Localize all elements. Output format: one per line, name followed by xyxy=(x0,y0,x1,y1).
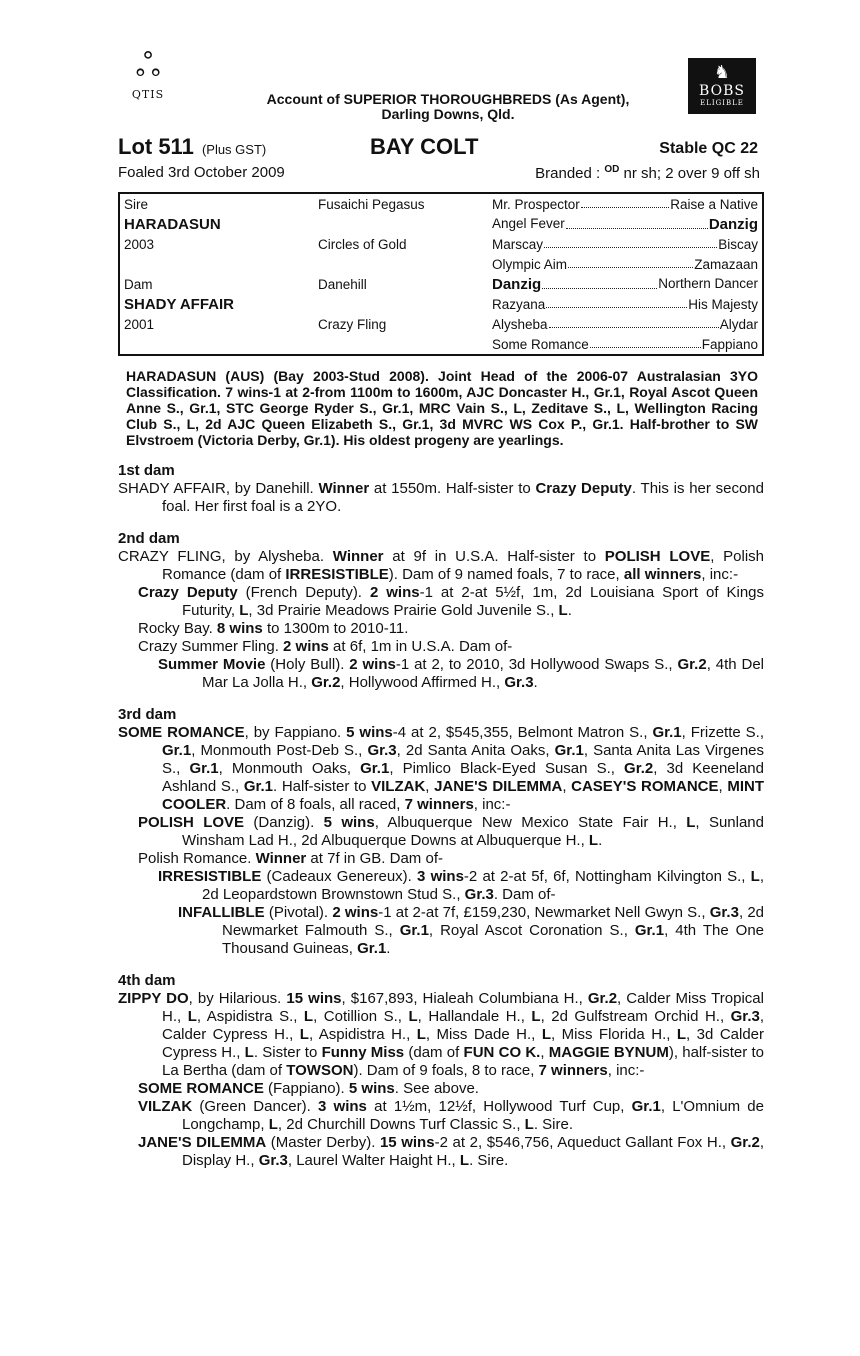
text: , xyxy=(718,778,728,795)
bold-text: L xyxy=(239,602,249,619)
text: , Calder Cypress H., xyxy=(162,1008,764,1043)
text: , Laurel Walter Haight H., xyxy=(287,1152,460,1169)
dam-sections xyxy=(118,462,764,1170)
text: at 7f in GB. Dam of- xyxy=(306,850,443,867)
text: , Aspidistra S., xyxy=(196,1008,304,1025)
qtis-logo xyxy=(124,48,172,101)
text: . Sire. xyxy=(533,1116,574,1133)
ancestor-left: Marscay xyxy=(492,236,544,252)
bold-text: VILZAK xyxy=(138,1098,193,1115)
pedigree-paragraph xyxy=(118,548,764,584)
pedigree-row xyxy=(119,214,763,234)
text: (dam of xyxy=(404,1044,464,1061)
text: , inc:- xyxy=(701,566,739,583)
text: (Green Dancer). xyxy=(192,1098,318,1115)
qtis-label: QTIS xyxy=(131,88,165,101)
pedigree-row xyxy=(119,294,763,314)
bold-text: L xyxy=(408,1008,418,1025)
pedigree-paragraph xyxy=(118,990,764,1080)
text: , 3d Prairie Meadows Prairie Gold Juvenile S., xyxy=(248,602,559,619)
text: -2 at 2-at 5f, 6f, Nottingham Kilvington S., xyxy=(463,868,751,885)
text: , Royal Ascot Coronation S., xyxy=(428,922,635,939)
pedigree-cell-2: Danehill xyxy=(318,276,367,292)
text: , 3d Calder Cypress H., xyxy=(162,1026,765,1061)
pedigree-cell-2 xyxy=(314,214,488,234)
ancestor-left: Alysheba xyxy=(492,316,548,332)
bold-text: L xyxy=(187,1008,197,1025)
pedigree-row xyxy=(119,193,763,214)
text: to 1300m to 2010-11. xyxy=(262,620,409,637)
bold-text: L xyxy=(558,602,568,619)
dot-leader xyxy=(566,216,708,229)
brand-mark-icon: OD xyxy=(604,164,620,175)
dam-section xyxy=(118,972,764,1170)
qtis-mark-icon: ஃ xyxy=(135,46,161,84)
dam-section xyxy=(118,530,764,692)
dam-section xyxy=(118,462,764,516)
text: , Aspidistra H., xyxy=(308,1026,417,1043)
branded-suffix: nr sh; 2 over 9 off sh xyxy=(623,165,760,182)
text: , 2d Santa Anita Oaks, xyxy=(396,742,555,759)
bold-text: Gr.1 xyxy=(399,922,429,939)
bold-text: SOME ROMANCE xyxy=(118,724,245,741)
vendor-line-1: Account of SUPERIOR THOROUGHBREDS (As Agent), xyxy=(266,91,630,107)
text: , Albuquerque New Mexico State Fair H., xyxy=(374,814,687,831)
dot-leader xyxy=(590,337,701,348)
bold-text: Gr.3 xyxy=(709,904,739,921)
text: . xyxy=(567,602,572,619)
text: , 2d Churchill Downs Turf Classic S., xyxy=(277,1116,525,1133)
section-title: 3rd dam xyxy=(118,706,177,723)
ancestor-left: Razyana xyxy=(492,296,546,312)
pedigree-cell-2: Circles of Gold xyxy=(318,236,407,252)
pedigree-cell-3 xyxy=(488,334,763,355)
bold-text: L xyxy=(588,832,599,849)
bold-text: Funny Miss xyxy=(321,1044,405,1061)
text: , Santa Anita Las Virgenes S., xyxy=(162,742,765,777)
bold-text: L xyxy=(750,868,760,885)
bold-text: L xyxy=(299,1026,309,1043)
bold-text: Gr.3 xyxy=(464,886,494,903)
pedigree-cell-3 xyxy=(488,294,763,314)
text: . See above. xyxy=(394,1080,479,1097)
pedigree-cell-2: Fusaichi Pegasus xyxy=(318,196,425,212)
bold-text: 15 wins xyxy=(379,1134,435,1151)
pedigree-paragraph xyxy=(118,584,764,620)
pedigree-cell-1: Sire xyxy=(124,196,149,212)
foaled-date: Foaled 3rd October 2009 xyxy=(118,164,285,181)
bold-text: 5 wins xyxy=(348,1080,395,1097)
text: , 3d Keeneland Ashland S., xyxy=(162,760,764,795)
bold-text: Gr.2 xyxy=(311,674,341,691)
bold-text: CASEY'S ROMANCE xyxy=(571,778,719,795)
pedigree-paragraph xyxy=(118,1134,764,1170)
pedigree-paragraph xyxy=(118,656,764,692)
pedigree-cell-3 xyxy=(488,214,763,234)
pedigree-paragraph xyxy=(118,814,764,850)
pedigree-cell-2 xyxy=(314,254,488,274)
text: , xyxy=(562,778,572,795)
bold-text: Winner xyxy=(318,480,370,497)
bold-text: L xyxy=(459,1152,470,1169)
pedigree-cell-1: 2003 xyxy=(124,236,155,252)
text: , Miss Florida H., xyxy=(550,1026,677,1043)
bold-text: Gr.1 xyxy=(631,1098,661,1115)
text: . Dam of 8 foals, all raced, xyxy=(226,796,405,813)
pedigree-cell-1: SHADY AFFAIR xyxy=(124,295,235,313)
pedigree-cell-2: Crazy Fling xyxy=(318,316,387,332)
bold-text: MINT COOLER xyxy=(162,778,764,813)
text: . This is her second foal. Her first foal is a 2YO. xyxy=(162,480,764,515)
branded-prefix: Branded : xyxy=(535,165,601,182)
pedigree-cell-1: Dam xyxy=(124,276,153,292)
vendor-line-2: Darling Downs, Qld. xyxy=(381,106,515,122)
bold-text: JANE'S DILEMMA xyxy=(434,778,563,795)
lot-number xyxy=(118,134,266,160)
pedigree-paragraph xyxy=(118,1098,764,1134)
text: SHADY AFFAIR, by Danehill. xyxy=(118,480,319,497)
bold-text: Gr.1 xyxy=(357,940,387,957)
text: . xyxy=(386,940,391,957)
dot-leader xyxy=(568,257,693,268)
bold-text: POLISH LOVE xyxy=(138,814,245,831)
bold-text: Gr.2 xyxy=(587,990,618,1007)
pedigree-paragraph xyxy=(118,480,764,516)
pedigree-cell-3 xyxy=(488,254,763,274)
bold-text: 5 wins xyxy=(346,724,393,741)
ancestor-right: Zamazaan xyxy=(694,256,758,272)
text: (Pivotal). xyxy=(264,904,333,921)
bold-text: POLISH LOVE xyxy=(604,548,711,565)
text: at 9f in U.S.A. Half-sister to xyxy=(383,548,605,565)
text: Polish Romance. xyxy=(138,850,256,867)
ancestor-left: Angel Fever xyxy=(492,215,565,231)
bold-text: Crazy Deputy xyxy=(138,584,238,601)
pedigree-table xyxy=(118,192,764,356)
bold-text: 2 wins xyxy=(349,656,396,673)
bold-text: ZIPPY DO xyxy=(118,990,189,1007)
bold-text: Gr.1 xyxy=(162,742,192,759)
pedigree-row xyxy=(119,274,763,294)
text: , Calder Miss Tropical H., xyxy=(162,990,764,1025)
ancestor-left: Danzig xyxy=(492,275,542,293)
pedigree-cell-3 xyxy=(488,314,763,334)
text: (Cadeaux Genereux). xyxy=(261,868,418,885)
bold-text: Winner xyxy=(255,850,307,867)
page-header xyxy=(118,48,764,130)
bold-text: Gr.1 xyxy=(554,742,584,759)
bold-text: L xyxy=(531,1008,541,1025)
pedigree-cell-3 xyxy=(488,193,763,214)
bold-text: L xyxy=(686,814,696,831)
text: , xyxy=(540,1044,549,1061)
bold-text: 8 wins xyxy=(216,620,263,637)
ancestor-right: His Majesty xyxy=(688,296,758,312)
bold-text: Gr.2 xyxy=(677,656,707,673)
text: , 4th The One Thousand Guineas, xyxy=(222,922,765,957)
text: . Sister to xyxy=(253,1044,322,1061)
bold-text: all winners xyxy=(623,566,702,583)
bold-text: Gr.1 xyxy=(634,922,665,939)
bold-text: Winner xyxy=(332,548,384,565)
bold-text: Gr.1 xyxy=(189,760,219,777)
ancestor-left: Mr. Prospector xyxy=(492,196,580,212)
bold-text: 15 wins xyxy=(286,990,342,1007)
text: ). Dam of 9 foals, 8 to race, xyxy=(353,1062,539,1079)
bold-text: 2 wins xyxy=(332,904,379,921)
bobs-logo xyxy=(688,58,756,114)
text: , Polish Romance (dam of xyxy=(162,548,765,583)
text: , Monmouth Oaks, xyxy=(218,760,361,777)
bold-text: Gr.3 xyxy=(258,1152,288,1169)
text: , xyxy=(425,778,435,795)
text: , Monmouth Post-Deb S., xyxy=(191,742,368,759)
ancestor-right: Danzig xyxy=(708,215,758,233)
text: . Sire. xyxy=(469,1152,509,1169)
text: -1 at 2-at 5½f, 1m, 2d Louisiana Sport of Kings Futurity, xyxy=(182,584,765,619)
text: , $167,893, Hialeah Columbiana H., xyxy=(341,990,588,1007)
text: (French Deputy). xyxy=(237,584,370,601)
bold-text: Gr.3 xyxy=(504,674,534,691)
ancestor-right: Fappiano xyxy=(701,336,758,352)
bold-text: L xyxy=(676,1026,687,1043)
text: , by Fappiano. xyxy=(244,724,347,741)
pedigree-cell-3 xyxy=(488,234,763,254)
text: ), half-sister to La Bertha (dam of xyxy=(162,1044,765,1079)
catalogue-page xyxy=(118,48,764,1170)
bold-text: MAGGIE BYNUM xyxy=(548,1044,669,1061)
bold-text: IRRESISTIBLE xyxy=(158,868,262,885)
bold-text: IRRESISTIBLE xyxy=(285,566,389,583)
ancestor-right: Northern Dancer xyxy=(658,275,758,291)
text: , inc:- xyxy=(607,1062,645,1079)
bold-text: SOME ROMANCE xyxy=(138,1080,264,1097)
text: , Display H., xyxy=(182,1134,764,1169)
text: , Hallandale H., xyxy=(417,1008,532,1025)
pedigree-cell-1 xyxy=(119,334,314,355)
pedigree-paragraph xyxy=(118,1080,764,1098)
text: , by Hilarious. xyxy=(188,990,287,1007)
text: , 2d Leopardstown Brownstown Stud S., xyxy=(202,868,764,903)
bold-text: L xyxy=(524,1116,534,1133)
horse-icon: ♞ xyxy=(713,62,731,83)
text: , 4th Del Mar La Jolla H., xyxy=(202,656,764,691)
foal-row xyxy=(118,160,764,188)
lot-row xyxy=(118,130,764,160)
pedigree-cell-1 xyxy=(119,254,314,274)
dot-leader xyxy=(549,317,719,328)
bold-text: Gr.2 xyxy=(624,760,654,777)
text: Rocky Bay. xyxy=(138,620,217,637)
gst-note: (Plus GST) xyxy=(201,142,267,157)
text: , Pimlico Black-Eyed Susan S., xyxy=(389,760,625,777)
text: at 1550m. Half-sister to xyxy=(369,480,536,497)
text: (Danzig). xyxy=(244,814,324,831)
bold-text: Crazy Deputy xyxy=(535,480,632,497)
dot-leader xyxy=(546,297,687,308)
pedigree-paragraph xyxy=(118,850,764,868)
text: . Half-sister to xyxy=(273,778,372,795)
bold-text: FUN CO K. xyxy=(463,1044,541,1061)
ancestor-left: Some Romance xyxy=(492,336,589,352)
text: , Miss Dade H., xyxy=(425,1026,542,1043)
text: ). Dam of 9 named foals, 7 to race, xyxy=(388,566,624,583)
text: , inc:- xyxy=(473,796,511,813)
bold-text: L xyxy=(541,1026,551,1043)
text: at 6f, 1m in U.S.A. Dam of- xyxy=(328,638,513,655)
pedigree-paragraph xyxy=(118,620,764,638)
text: -2 at 2, $546,756, Aqueduct Gallant Fox H., xyxy=(434,1134,731,1151)
bold-text: Summer Movie xyxy=(158,656,266,673)
bold-text: L xyxy=(244,1044,254,1061)
ancestor-right: Biscay xyxy=(718,236,758,252)
bold-text: 7 winners xyxy=(538,1062,608,1079)
branded-info xyxy=(535,164,760,182)
pedigree-cell-1: 2001 xyxy=(124,316,155,332)
bold-text: 2 wins xyxy=(283,638,329,655)
text: . xyxy=(598,832,603,849)
dot-leader xyxy=(581,197,669,208)
text: , Hollywood Affirmed H., xyxy=(340,674,505,691)
text: , 2d Gulfstream Orchid H., xyxy=(540,1008,731,1025)
bold-text: JANE'S DILEMMA xyxy=(138,1134,267,1151)
bold-text: Gr.3 xyxy=(367,742,397,759)
pedigree-row xyxy=(119,314,763,334)
section-title: 4th dam xyxy=(118,972,176,989)
text: -4 at 2, $545,355, Belmont Matron S., xyxy=(392,724,653,741)
pedigree-cell-2 xyxy=(314,334,488,355)
text: . Dam of- xyxy=(493,886,556,903)
text: Crazy Summer Fling. xyxy=(138,638,284,655)
pedigree-row xyxy=(119,254,763,274)
dot-leader xyxy=(542,276,657,289)
text: , Sunland Winsham Lad H., 2d Albuquerque Downs at Albuquerque H., xyxy=(182,814,764,849)
bold-text: 3 wins xyxy=(318,1098,367,1115)
bold-text: Gr.1 xyxy=(243,778,274,795)
sire-summary: HARADASUN (AUS) (Bay 2003-Stud 2008). Joint Head of the 2006-07 Australasian 3YO Classification. 7 wins-1 at 2-from 1100m to 1600m, AJC Doncaster H., Gr.1, Royal Ascot Queen Anne S., Gr.1, STC George Ryder S., Gr.1, MRC Vain S., L, Zeditave S., L, Wellington Racing Club S., L, 2d AJC Queen Elizabeth S., Gr.1, 3d MVRC WS Cox P., Gr.1. Half-brother to SW Elvstroem (Victoria Derby, Gr.1). His oldest progeny are yearlings. xyxy=(126,368,758,448)
dam-section xyxy=(118,706,764,958)
text: (Fappiano). xyxy=(263,1080,349,1097)
pedigree-cell-2 xyxy=(314,294,488,314)
pedigree-paragraph xyxy=(118,638,764,656)
bold-text: 5 wins xyxy=(323,814,375,831)
bold-text: L xyxy=(303,1008,314,1025)
pedigree-cell-1: HARADASUN xyxy=(124,215,221,233)
stable-number: Stable QC 22 xyxy=(659,140,758,157)
pedigree-paragraph xyxy=(118,724,764,814)
text: (Holy Bull). xyxy=(265,656,350,673)
text: -1 at 2, to 2010, 3d Hollywood Swaps S., xyxy=(395,656,678,673)
pedigree-row xyxy=(119,334,763,355)
bold-text: 7 winners xyxy=(404,796,474,813)
bold-text: Gr.3 xyxy=(730,1008,760,1025)
bold-text: TOWSON xyxy=(286,1062,354,1079)
bobs-name: BOBS xyxy=(699,83,745,99)
dot-leader xyxy=(544,237,717,248)
vendor-account xyxy=(248,92,648,122)
ancestor-right: Raise a Native xyxy=(670,196,758,212)
ancestor-left: Olympic Aim xyxy=(492,256,568,272)
pedigree-row xyxy=(119,234,763,254)
bobs-sub: ELIGIBLE xyxy=(700,99,744,107)
bold-text: Gr.1 xyxy=(360,760,390,777)
pedigree-paragraph xyxy=(118,868,764,904)
bold-text: INFALLIBLE xyxy=(178,904,265,921)
bold-text: 2 wins xyxy=(369,584,420,601)
section-title: 1st dam xyxy=(118,462,175,479)
bold-text: L xyxy=(268,1116,278,1133)
text: , L'Omnium de Longchamp, xyxy=(182,1098,764,1133)
text: at 1½m, 12½f, Hollywood Turf Cup, xyxy=(366,1098,632,1115)
bold-text: Gr.2 xyxy=(730,1134,760,1151)
text: , 2d Newmarket Falmouth S., xyxy=(222,904,765,939)
text: CRAZY FLING, by Alysheba. xyxy=(118,548,333,565)
bold-text: VILZAK xyxy=(371,778,426,795)
bold-text: Gr.1 xyxy=(652,724,682,741)
section-title: 2nd dam xyxy=(118,530,180,547)
bold-text: L xyxy=(416,1026,426,1043)
pedigree-paragraph xyxy=(118,904,764,958)
text: , Frizette S., xyxy=(681,724,765,741)
lot-title: BAY COLT xyxy=(370,134,479,159)
text: -1 at 2-at 7f, £159,230, Newmarket Nell Gwyn S., xyxy=(378,904,710,921)
text: , Cotillion S., xyxy=(313,1008,409,1025)
text: . xyxy=(533,674,538,691)
bold-text: 3 wins xyxy=(417,868,464,885)
text: (Master Derby). xyxy=(266,1134,380,1151)
pedigree-cell-3 xyxy=(488,274,763,294)
lot-number-text: Lot 511 xyxy=(118,134,194,159)
ancestor-right: Alydar xyxy=(719,316,758,332)
